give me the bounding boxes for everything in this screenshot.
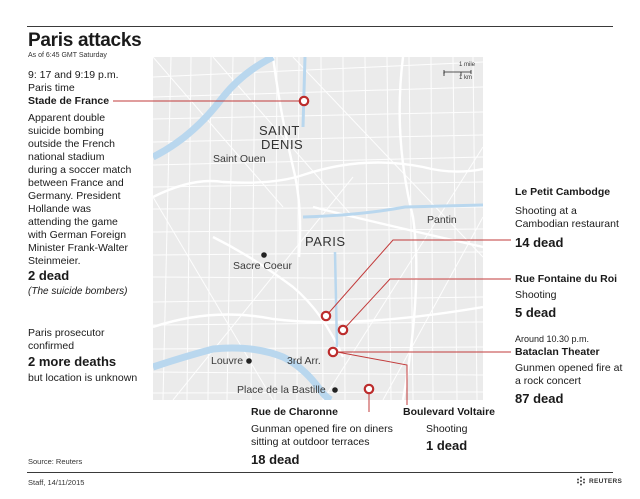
as-of-timestamp: As of 6:45 GMT Saturday bbox=[28, 52, 107, 59]
stade-desc-line: between France and bbox=[28, 177, 124, 189]
prosecutor-line2: confirmed bbox=[28, 340, 75, 352]
map-label-louvre: Louvre bbox=[211, 355, 244, 367]
map-label-paris: PARIS bbox=[305, 234, 346, 249]
leader-voltaire bbox=[337, 352, 407, 405]
voltaire-deaths: 1 dead bbox=[426, 438, 468, 453]
stade-time: 9: 17 and 9:19 p.m. bbox=[28, 69, 119, 81]
marker-fontaine[interactable] bbox=[339, 326, 347, 334]
reuters-logo-text: REUTERS bbox=[589, 477, 623, 485]
map-label-3rd-arr: 3rd Arr. bbox=[287, 355, 321, 367]
voltaire-name: Boulevard Voltaire bbox=[403, 406, 495, 418]
map-label-saint-ouen: Saint Ouen bbox=[213, 153, 266, 165]
bataclan-name: Bataclan Theater bbox=[515, 346, 600, 358]
source-credit: Source: Reuters bbox=[28, 457, 83, 466]
stade-desc-line: suicide bombing bbox=[28, 125, 104, 137]
scale-mile-label: 1 mile bbox=[459, 62, 476, 68]
leader-cambodge bbox=[326, 240, 511, 316]
stade-desc-line: during a soccer match bbox=[28, 164, 132, 176]
cambodge-desc2: Cambodian restaurant bbox=[515, 218, 619, 230]
marker-charonne[interactable] bbox=[365, 385, 373, 393]
scale-km-label: 1 km bbox=[459, 75, 473, 81]
fontaine-desc: Shooting bbox=[515, 289, 557, 301]
stade-desc-line: attending the game bbox=[28, 216, 118, 228]
prosecutor-line3: but location is unknown bbox=[28, 372, 138, 384]
map-label-saint: SAINT bbox=[259, 123, 300, 138]
marker-bataclan[interactable] bbox=[329, 348, 337, 356]
prosecutor-line1: Paris prosecutor bbox=[28, 327, 105, 339]
bataclan-time: Around 10.30 p.m. bbox=[515, 334, 590, 344]
reuters-logo bbox=[576, 476, 622, 486]
bataclan-desc1: Gunmen opened fire at bbox=[515, 362, 623, 374]
fontaine-deaths: 5 dead bbox=[515, 305, 557, 320]
stade-desc-line: Hollande was bbox=[28, 203, 92, 215]
map-label-sacre-coeur: Sacre Coeur bbox=[233, 260, 292, 272]
stade-desc-line: Minister Frank-Walter bbox=[28, 242, 128, 254]
bottom-rule bbox=[27, 472, 613, 473]
marker-cambodge[interactable] bbox=[322, 312, 330, 320]
map-label-bastille: Place de la Bastille bbox=[237, 384, 326, 396]
map-label-denis: DENIS bbox=[261, 137, 304, 152]
stade-deaths: 2 dead bbox=[28, 268, 70, 283]
stade-name: Stade de France bbox=[28, 95, 110, 107]
incident-markers bbox=[300, 97, 373, 393]
stade-desc-line: national stadium bbox=[28, 151, 105, 163]
stade-desc-line: Germany. President bbox=[28, 190, 121, 202]
staff-credit: Staff, 14/11/2015 bbox=[28, 478, 85, 487]
leader-lines bbox=[113, 101, 511, 412]
leader-fontaine bbox=[343, 279, 511, 330]
prosecutor-deaths: 2 more deaths bbox=[28, 354, 117, 369]
bataclan-desc2: a rock concert bbox=[515, 375, 581, 387]
stade-desc-line: Steinmeier. bbox=[28, 255, 81, 267]
cambodge-deaths: 14 dead bbox=[515, 235, 564, 250]
stade-desc-line: with German Foreign bbox=[28, 229, 127, 241]
map-label-pantin: Pantin bbox=[427, 214, 457, 226]
stade-note: (The suicide bombers) bbox=[28, 286, 128, 297]
voltaire-desc: Shooting bbox=[426, 423, 468, 435]
marker-stade[interactable] bbox=[300, 97, 308, 105]
cambodge-name: Le Petit Cambodge bbox=[515, 186, 611, 198]
charonne-deaths: 18 dead bbox=[251, 452, 300, 467]
bataclan-deaths: 87 dead bbox=[515, 391, 564, 406]
stade-description bbox=[28, 112, 158, 268]
stade-timezone: Paris time bbox=[28, 82, 75, 94]
fontaine-name: Rue Fontaine du Roi bbox=[515, 273, 618, 285]
charonne-desc1: Gunman opened fire on diners bbox=[251, 423, 393, 435]
page-title: Paris attacks bbox=[28, 30, 142, 51]
charonne-desc2: sitting at outdoor terraces bbox=[251, 436, 370, 448]
reuters-dots-icon bbox=[576, 476, 586, 486]
stade-desc-line: outside the French bbox=[28, 138, 115, 150]
charonne-name: Rue de Charonne bbox=[251, 406, 338, 418]
stade-desc-line: Apparent double bbox=[28, 112, 106, 124]
cambodge-desc1: Shooting at a bbox=[515, 205, 577, 217]
